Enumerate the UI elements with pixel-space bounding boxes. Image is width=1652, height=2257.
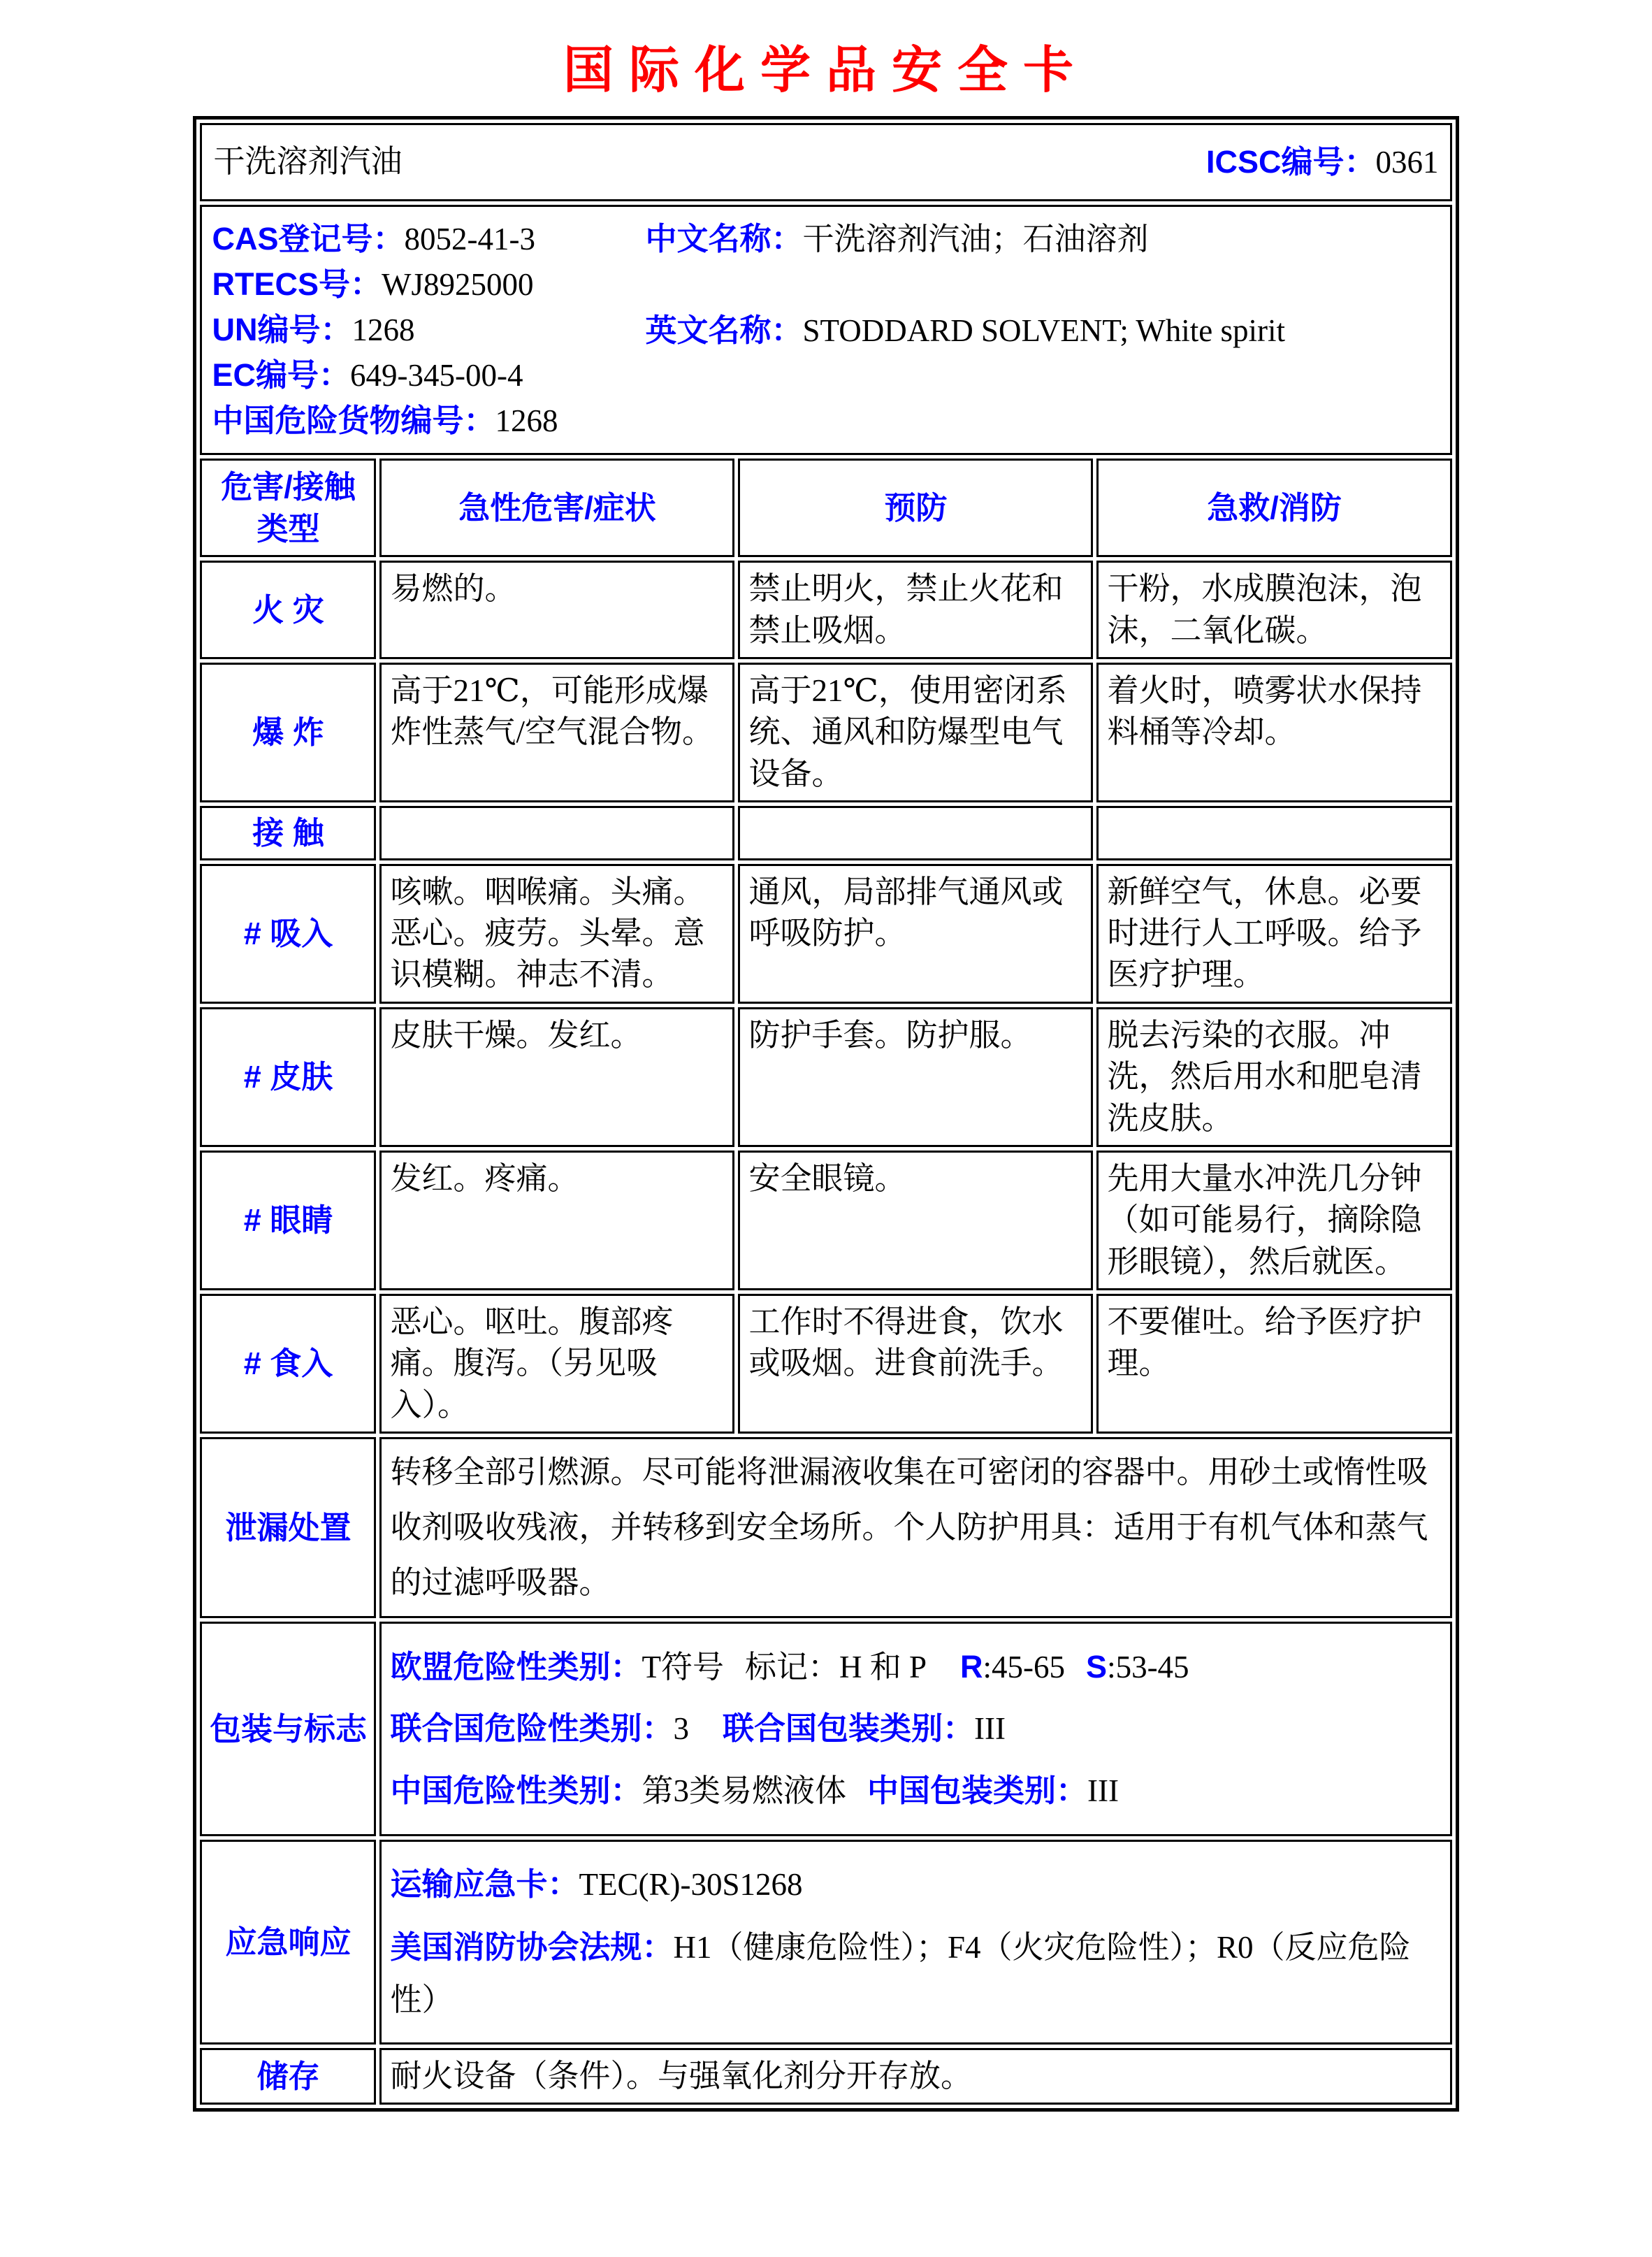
chinese-name-label: 中文名称： [645,221,803,257]
r-phrases-value: :45-65 [983,1649,1066,1685]
header-firstaid-firefighting: 急救/消防 [1096,459,1451,557]
chinese-name-value: 干洗溶剂汽油；石油溶剂 [802,222,1149,257]
row-emergency [200,1840,1451,2045]
ingestion-label: # 食入 [200,1294,376,1434]
eu-hazard-class-label: 欧盟危险性类别： [390,1648,642,1685]
eu-hazard-class-line [390,1643,1441,1692]
row-spillage [200,1437,1451,1617]
inhalation-label: # 吸入 [200,864,376,1004]
ingestion-symptoms: 恶心。呕吐。腹部疼痛。腹泻。（另见吸入）。 [379,1294,734,1434]
english-name-label: 英文名称： [645,312,803,348]
inhalation-firstaid: 新鲜空气，休息。必要时进行人工呼吸。给予医疗护理。 [1096,864,1451,1004]
ec-label: EC编号： [212,356,350,393]
exposure-firstaid [1096,806,1451,860]
inhalation-prevention: 通风，局部排气通风或呼吸防护。 [738,864,1093,1004]
icsc-number [1206,141,1439,183]
un-value: 1268 [352,312,415,347]
row-skin [200,1007,1451,1147]
icsc-number-label: ICSC编号： [1206,143,1376,180]
un-pack-group-value: III [974,1711,1006,1747]
un-hazard-class-value: 3 [673,1711,689,1747]
ec-value: 649-345-00-4 [350,357,523,393]
eu-mark-label: 标记： [745,1649,840,1685]
skin-firstaid: 脱去污染的衣服。冲洗，然后用水和肥皂清洗皮肤。 [1096,1007,1451,1147]
transport-emergency-card-value: TEC(R)-30S1268 [579,1867,803,1903]
rtecs-value: WJ8925000 [382,266,534,302]
skin-symptoms: 皮肤干燥。发红。 [379,1007,734,1147]
rtecs-label: RTECS号： [212,266,382,302]
eu-mark-value: H 和 P [839,1649,927,1685]
eyes-label: # 眼睛 [200,1151,376,1290]
explosion-firstaid: 着火时，喷雾状水保持料桶等冷却。 [1096,663,1451,802]
fire-prevention: 禁止明火，禁止火花和禁止吸烟。 [738,561,1093,659]
packaging-text-cell [379,1622,1451,1837]
cn-class-line [390,1767,1441,1815]
substance-name-cell [200,123,1451,201]
english-name-value: STODDARD SOLVENT; White spirit [802,312,1285,348]
identifiers-right-column [645,217,1440,354]
s-phrases-value: :53-45 [1107,1649,1189,1685]
fire-label: 火 灾 [200,561,376,659]
cas-label: CAS登记号： [212,221,405,257]
cn-dangerous-goods-line [212,398,645,444]
explosion-symptoms: 高于21℃，可能形成爆炸性蒸气/空气混合物。 [379,663,734,802]
packaging-label: 包装与标志 [200,1622,376,1837]
row-exposure [200,806,1451,860]
explosion-prevention: 高于21℃，使用密闭系统、通风和防爆型电气设备。 [738,663,1093,802]
identifiers-row [200,205,1451,455]
eyes-prevention: 安全眼镜。 [738,1151,1093,1290]
identifiers-cell [200,205,1451,455]
english-name-line [645,308,1440,354]
cn-dangerous-goods-value: 1268 [495,403,558,438]
exposure-prevention [738,806,1093,860]
un-pack-group-label: 联合国包装类别： [723,1710,975,1747]
spillage-label: 泄漏处置 [200,1437,376,1617]
transport-emergency-card-line [390,1859,1441,1910]
eyes-symptoms: 发红。疼痛。 [379,1151,734,1290]
un-label: UN编号： [212,311,352,347]
row-explosion [200,663,1451,802]
cn-pack-group-value: III [1087,1773,1119,1808]
eyes-firstaid: 先用大量水冲洗几分钟（如可能易行，摘除隐形眼镜），然后就医。 [1096,1151,1451,1290]
cn-hazard-class-label: 中国危险性类别： [390,1772,642,1808]
chinese-name-line [645,217,1440,262]
substance-name: 干洗溶剂汽油 [213,144,403,180]
fire-firstaid: 干粉，水成膜泡沫，泡沫，二氧化碳。 [1096,561,1451,659]
row-storage [200,2048,1451,2105]
row-fire [200,561,1451,659]
header-acute-symptoms: 急性危害/症状 [379,459,734,557]
header-prevention: 预防 [738,459,1093,557]
emergency-label: 应急响应 [200,1840,376,2045]
explosion-label: 爆 炸 [200,663,376,802]
eu-hazard-class-value: T符号 [642,1649,724,1685]
un-class-line [390,1705,1441,1753]
cn-pack-group-label: 中国包装类别： [867,1772,1088,1808]
cn-hazard-class-value: 第3类易燃液体 [642,1773,847,1808]
ingestion-firstaid: 不要催吐。给予医疗护理。 [1096,1294,1451,1434]
storage-label: 储存 [200,2048,376,2105]
skin-prevention: 防护手套。防护服。 [738,1007,1093,1147]
r-phrases-label: R [960,1648,983,1685]
exposure-label: 接 触 [200,806,376,860]
row-packaging [200,1622,1451,1837]
exposure-symptoms [379,806,734,860]
row-inhalation [200,864,1451,1004]
nfpa-code-label: 美国消防协会法规： [390,1929,674,1966]
page-title: 国际化学品安全卡 [563,43,1089,99]
skin-label: # 皮肤 [200,1007,376,1147]
cas-value: 8052-41-3 [404,222,535,257]
icsc-document-page [0,29,1652,2257]
icsc-number-value: 0361 [1375,144,1439,180]
rtecs-number-line [212,262,645,308]
ingestion-prevention: 工作时不得进食，饮水或吸烟。进食前洗手。 [738,1294,1093,1434]
ec-number-line [212,353,645,398]
cas-number-line [212,217,645,262]
row-ingestion [200,1294,1451,1434]
substance-name-row [200,123,1451,201]
s-phrases-label: S [1086,1648,1108,1685]
fire-symptoms: 易燃的。 [379,561,734,659]
identifiers-left-column [212,217,645,443]
spillage-text: 转移全部引燃源。尽可能将泄漏液收集在可密闭的容器中。用砂土或惰性吸收剂吸收残液，并转移到安全场所。个人防护用具：适用于有机气体和蒸气的过滤呼吸器。 [390,1455,1428,1600]
header-hazard-type: 危害/接触 类型 [200,459,376,557]
transport-emergency-card-label: 运输应急卡： [390,1866,579,1903]
spillage-text-cell [379,1437,1451,1617]
hazard-header-row [200,459,1451,557]
row-eyes [200,1151,1451,1290]
storage-text-cell: 耐火设备（条件）。与强氧化剂分开存放。 [379,2048,1451,2105]
un-hazard-class-label: 联合国危险性类别： [390,1710,674,1747]
nfpa-code-value: H1（健康危险性）；F4（火灾危险性）；R0（反应危险性） [390,1930,1411,2017]
icsc-card-table [193,116,1458,2112]
un-number-line [212,308,645,353]
inhalation-symptoms: 咳嗽。咽喉痛。头痛。恶心。疲劳。头晕。意识模糊。神志不清。 [379,864,734,1004]
cn-dangerous-goods-label: 中国危险货物编号： [212,402,495,438]
nfpa-code-line [390,1921,1441,2026]
emergency-text-cell [379,1840,1451,2045]
